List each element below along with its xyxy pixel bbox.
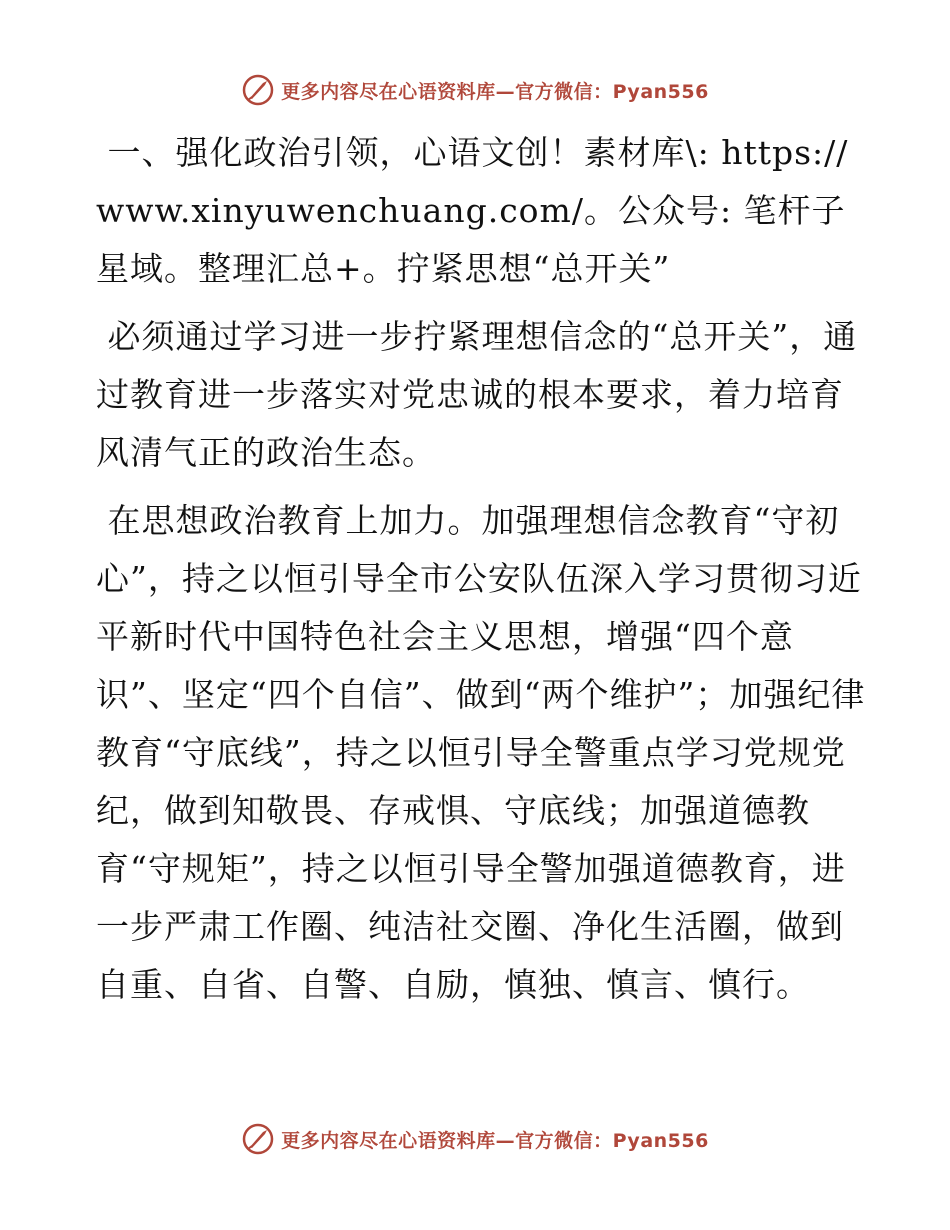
paragraph-1: 一、强化政治引领，心语文创！素材库\: https://www.xinyuwenchuang.com/。公众号: 笔杆子星域。整理汇总+。拧紧思想“总开关” bbox=[96, 133, 849, 288]
paragraph-3: 在思想政治教育上加力。加强理想信念教育“守初心”，持之以恒引导全市公安队伍深入学习贯彻习近平新时代中国特色社会主义思想，增强“四个意识”、坚定“四个自信”、做到“两个维护”；加强纪律教育“守底线”，持之以恒引导全警重点学习党规党纪，做到知敬畏、存戒惧、守底线；加强道德教育“守规矩”，持之以恒引导全警加强道德教育，进一步严肃工作圈、纯洁社交圈、净化生活圈，做到自重、自省、自警、自励，慎独、慎言、慎行。 bbox=[96, 501, 866, 1004]
document-body bbox=[96, 124, 866, 1014]
quill-pen-logo-icon bbox=[241, 73, 275, 107]
footer-banner-text: 更多内容尽在心语资料库—官方微信：Pyan556 bbox=[281, 1129, 709, 1152]
footer-watermark-banner bbox=[0, 1119, 950, 1159]
quill-pen-logo-icon bbox=[241, 1122, 275, 1156]
header-watermark-banner bbox=[0, 70, 950, 110]
header-banner-text: 更多内容尽在心语资料库—官方微信：Pyan556 bbox=[281, 80, 709, 103]
paragraph-2: 必须通过学习进一步拧紧理想信念的“总开关”，通过教育进一步落实对党忠诚的根本要求，着力培育风清气正的政治生态。 bbox=[96, 317, 858, 472]
